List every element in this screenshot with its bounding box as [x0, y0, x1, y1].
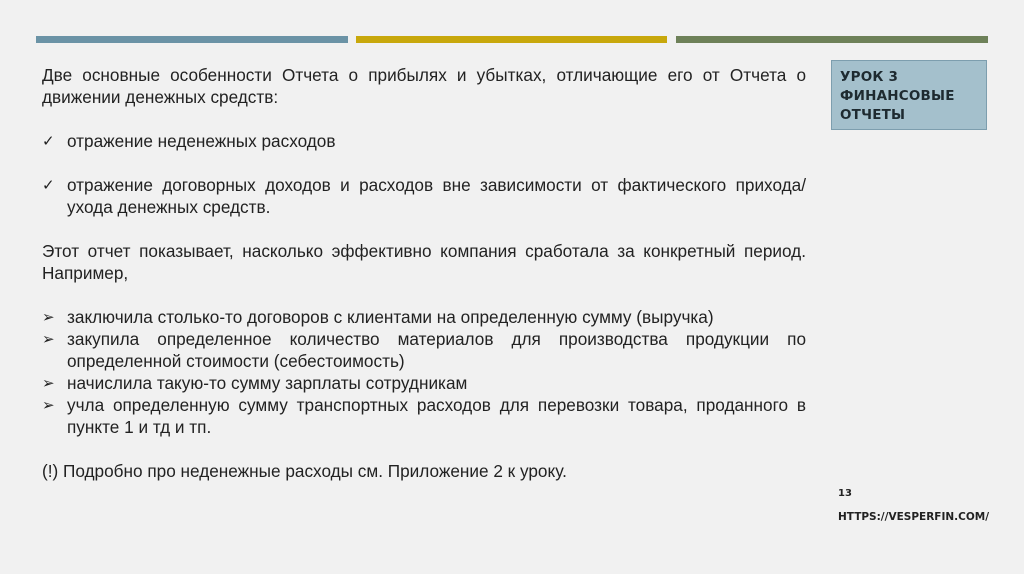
arrow-bullet-icon: ➢: [42, 396, 55, 414]
lesson-badge: [831, 60, 987, 130]
arrow-item: [42, 306, 806, 328]
decorative-header-bars: [36, 36, 988, 43]
slide-content: [42, 64, 806, 482]
summary-paragraph: Этот отчет показывает, насколько эффективно компания сработала за конкретный период. Например,: [42, 241, 806, 283]
arrow-list: [42, 306, 806, 438]
check-item: [42, 130, 806, 152]
check-item-text: отражение договорных доходов и расходов вне зависимости от фактического прихода/ухода денежных средств.: [67, 175, 806, 217]
arrow-item: [42, 372, 806, 394]
badge-line-3: ОТЧЕТЫ: [840, 107, 906, 123]
note-paragraph: (!) Подробно про неденежные расходы см. Приложение 2 к уроку.: [42, 461, 567, 481]
arrow-item: [42, 394, 806, 438]
arrow-bullet-icon: ➢: [42, 330, 55, 348]
arrow-item: [42, 328, 806, 372]
checkmark-icon: ✓: [42, 176, 55, 194]
badge-line-1: УРОК 3: [840, 69, 899, 85]
arrow-item-text: начислила такую-то сумму зарплаты сотрудникам: [67, 373, 468, 393]
page-number: 13: [838, 488, 852, 499]
header-bar-green: [676, 36, 988, 43]
arrow-bullet-icon: ➢: [42, 308, 55, 326]
badge-line-2: ФИНАНСОВЫЕ: [840, 88, 955, 104]
arrow-item-text: заключила столько-то договоров с клиентами на определенную сумму (выручка): [67, 307, 714, 327]
arrow-item-text: учла определенную сумму транспортных расходов для перевозки товара, проданного в пункте 1 и тд и тп.: [67, 395, 806, 437]
header-bar-blue: [36, 36, 348, 43]
arrow-item-text: закупила определенное количество материалов для производства продукции по определенной стоимости (себестоимость): [67, 329, 806, 371]
intro-paragraph: Две основные особенности Отчета о прибылях и убытках, отличающие его от Отчета о движении денежных средств:: [42, 65, 806, 107]
header-bar-yellow: [356, 36, 667, 43]
arrow-bullet-icon: ➢: [42, 374, 55, 392]
check-item: [42, 174, 806, 218]
footer-url[interactable]: HTTPS://VESPERFIN.COM/: [838, 511, 990, 523]
checkmark-icon: ✓: [42, 132, 55, 150]
check-list: [42, 130, 806, 218]
check-item-text: отражение неденежных расходов: [67, 131, 336, 151]
